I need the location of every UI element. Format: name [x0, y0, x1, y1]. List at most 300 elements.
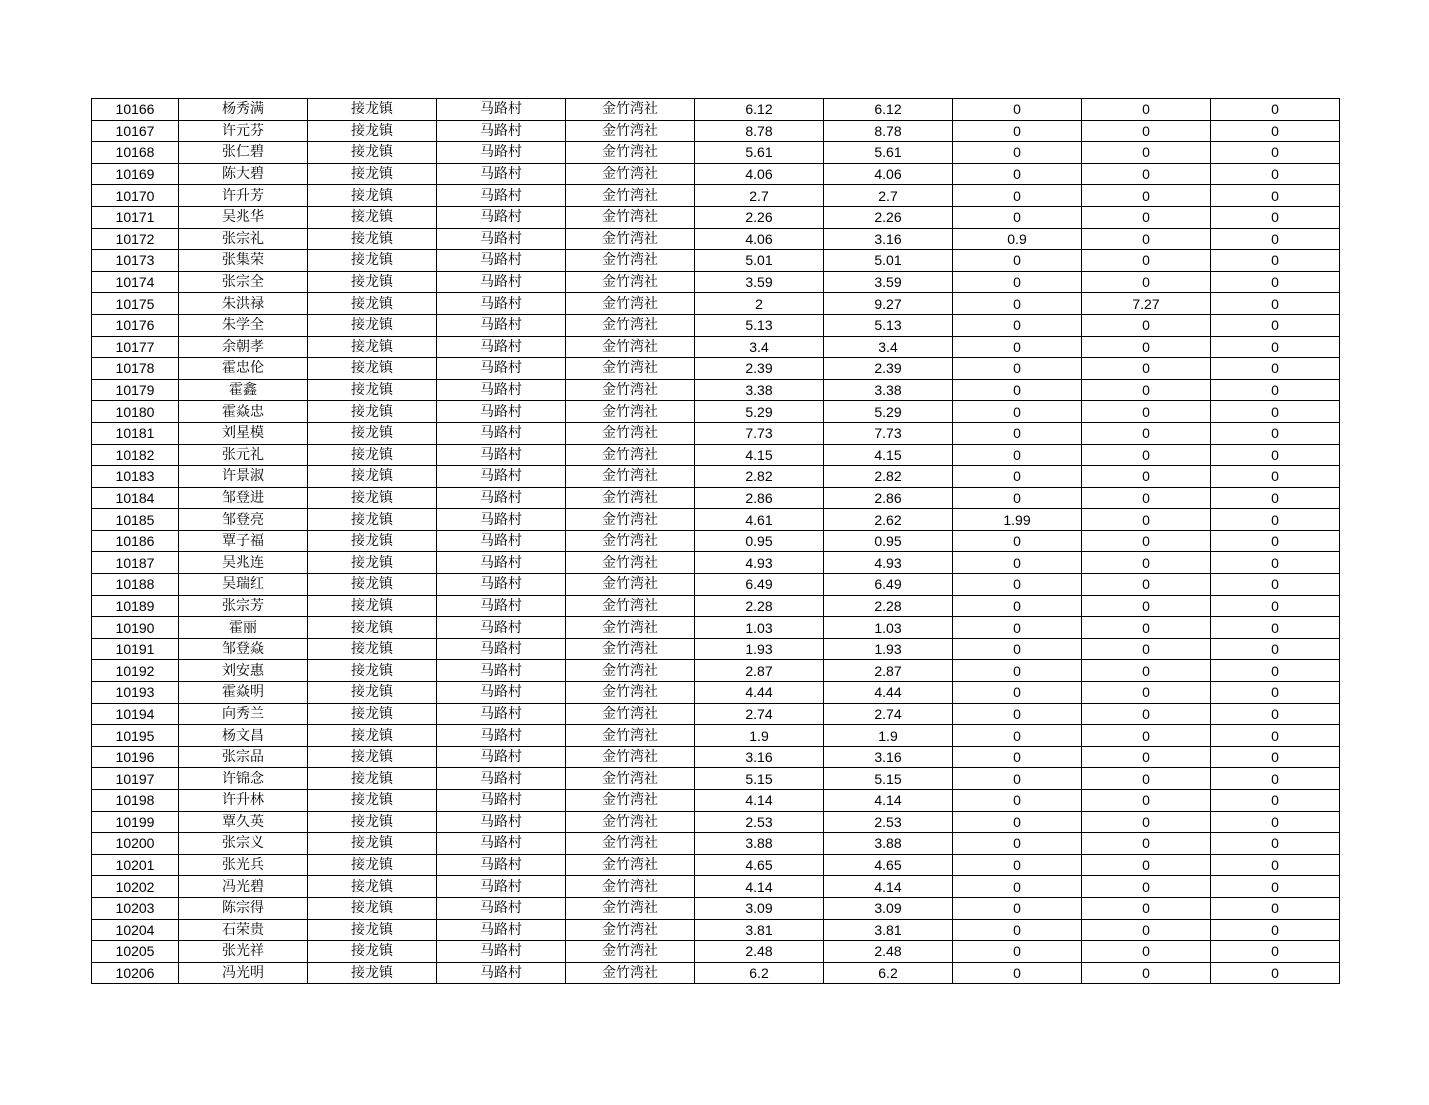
village-cell: 马路村 [437, 768, 566, 790]
value-4-cell: 0 [1082, 99, 1211, 121]
value-4-cell: 0 [1082, 142, 1211, 164]
group-cell: 金竹湾社 [566, 746, 695, 768]
table-row [92, 854, 1340, 876]
value-1-cell: 3.16 [695, 746, 824, 768]
name-cell: 张宗全 [179, 271, 308, 293]
group-cell: 金竹湾社 [566, 725, 695, 747]
value-3-cell: 0 [953, 552, 1082, 574]
group-cell: 金竹湾社 [566, 120, 695, 142]
value-2-cell: 2.82 [824, 466, 953, 488]
value-1-cell: 5.15 [695, 768, 824, 790]
town-cell: 接龙镇 [308, 228, 437, 250]
name-cell: 许升林 [179, 790, 308, 812]
record-id-cell: 10182 [92, 444, 179, 466]
table-row [92, 833, 1340, 855]
value-5-cell: 0 [1211, 422, 1340, 444]
value-1-cell: 2.7 [695, 185, 824, 207]
value-3-cell: 0 [953, 358, 1082, 380]
town-cell: 接龙镇 [308, 142, 437, 164]
name-cell: 覃久英 [179, 811, 308, 833]
record-id-cell: 10185 [92, 509, 179, 531]
record-id-cell: 10204 [92, 919, 179, 941]
value-5-cell: 0 [1211, 897, 1340, 919]
town-cell: 接龙镇 [308, 854, 437, 876]
value-4-cell: 0 [1082, 206, 1211, 228]
value-3-cell: 0 [953, 250, 1082, 272]
group-cell: 金竹湾社 [566, 271, 695, 293]
value-1-cell: 5.29 [695, 401, 824, 423]
value-4-cell: 0 [1082, 228, 1211, 250]
group-cell: 金竹湾社 [566, 574, 695, 596]
group-cell: 金竹湾社 [566, 617, 695, 639]
table-row [92, 530, 1340, 552]
group-cell: 金竹湾社 [566, 660, 695, 682]
value-2-cell: 1.93 [824, 638, 953, 660]
group-cell: 金竹湾社 [566, 530, 695, 552]
value-4-cell: 0 [1082, 185, 1211, 207]
value-1-cell: 7.73 [695, 422, 824, 444]
group-cell: 金竹湾社 [566, 552, 695, 574]
value-1-cell: 1.93 [695, 638, 824, 660]
value-5-cell: 0 [1211, 163, 1340, 185]
record-id-cell: 10197 [92, 768, 179, 790]
record-id-cell: 10201 [92, 854, 179, 876]
value-3-cell: 0 [953, 574, 1082, 596]
group-cell: 金竹湾社 [566, 314, 695, 336]
name-cell: 张宗义 [179, 833, 308, 855]
village-cell: 马路村 [437, 574, 566, 596]
record-id-cell: 10170 [92, 185, 179, 207]
table-row [92, 790, 1340, 812]
value-5-cell: 0 [1211, 617, 1340, 639]
town-cell: 接龙镇 [308, 682, 437, 704]
name-cell: 张宗芳 [179, 595, 308, 617]
value-2-cell: 5.29 [824, 401, 953, 423]
value-2-cell: 1.03 [824, 617, 953, 639]
value-2-cell: 3.16 [824, 228, 953, 250]
value-1-cell: 4.44 [695, 682, 824, 704]
value-5-cell: 0 [1211, 185, 1340, 207]
value-5-cell: 0 [1211, 919, 1340, 941]
town-cell: 接龙镇 [308, 552, 437, 574]
value-5-cell: 0 [1211, 595, 1340, 617]
value-2-cell: 8.78 [824, 120, 953, 142]
value-3-cell: 1.99 [953, 509, 1082, 531]
town-cell: 接龙镇 [308, 466, 437, 488]
record-id-cell: 10196 [92, 746, 179, 768]
value-5-cell: 0 [1211, 142, 1340, 164]
table-row [92, 552, 1340, 574]
value-3-cell: 0 [953, 314, 1082, 336]
value-1-cell: 4.06 [695, 228, 824, 250]
table-row [92, 919, 1340, 941]
record-id-cell: 10169 [92, 163, 179, 185]
town-cell: 接龙镇 [308, 919, 437, 941]
value-5-cell: 0 [1211, 574, 1340, 596]
value-1-cell: 2.74 [695, 703, 824, 725]
value-3-cell: 0 [953, 919, 1082, 941]
group-cell: 金竹湾社 [566, 379, 695, 401]
town-cell: 接龙镇 [308, 703, 437, 725]
value-1-cell: 2.48 [695, 941, 824, 963]
name-cell: 张光兵 [179, 854, 308, 876]
record-id-cell: 10183 [92, 466, 179, 488]
table-row [92, 185, 1340, 207]
value-5-cell: 0 [1211, 228, 1340, 250]
value-5-cell: 0 [1211, 811, 1340, 833]
value-2-cell: 2.26 [824, 206, 953, 228]
value-4-cell: 0 [1082, 120, 1211, 142]
group-cell: 金竹湾社 [566, 682, 695, 704]
village-cell: 马路村 [437, 941, 566, 963]
table-row [92, 314, 1340, 336]
value-1-cell: 4.15 [695, 444, 824, 466]
value-2-cell: 0.95 [824, 530, 953, 552]
village-cell: 马路村 [437, 358, 566, 380]
record-id-cell: 10194 [92, 703, 179, 725]
village-cell: 马路村 [437, 703, 566, 725]
name-cell: 张集荣 [179, 250, 308, 272]
name-cell: 冯光明 [179, 962, 308, 984]
value-5-cell: 0 [1211, 336, 1340, 358]
village-cell: 马路村 [437, 790, 566, 812]
group-cell: 金竹湾社 [566, 876, 695, 898]
record-id-cell: 10180 [92, 401, 179, 423]
value-1-cell: 4.61 [695, 509, 824, 531]
value-3-cell: 0.9 [953, 228, 1082, 250]
ledger-table [91, 98, 1340, 984]
value-4-cell: 0 [1082, 638, 1211, 660]
value-3-cell: 0 [953, 185, 1082, 207]
town-cell: 接龙镇 [308, 401, 437, 423]
village-cell: 马路村 [437, 638, 566, 660]
record-id-cell: 10189 [92, 595, 179, 617]
town-cell: 接龙镇 [308, 120, 437, 142]
name-cell: 朱洪禄 [179, 293, 308, 315]
table-row [92, 142, 1340, 164]
village-cell: 马路村 [437, 854, 566, 876]
village-cell: 马路村 [437, 746, 566, 768]
name-cell: 邹登进 [179, 487, 308, 509]
value-4-cell: 0 [1082, 271, 1211, 293]
value-4-cell: 0 [1082, 530, 1211, 552]
town-cell: 接龙镇 [308, 509, 437, 531]
value-1-cell: 6.49 [695, 574, 824, 596]
group-cell: 金竹湾社 [566, 854, 695, 876]
value-5-cell: 0 [1211, 466, 1340, 488]
village-cell: 马路村 [437, 466, 566, 488]
town-cell: 接龙镇 [308, 876, 437, 898]
town-cell: 接龙镇 [308, 358, 437, 380]
value-1-cell: 5.13 [695, 314, 824, 336]
value-3-cell: 0 [953, 293, 1082, 315]
value-3-cell: 0 [953, 962, 1082, 984]
table-row [92, 962, 1340, 984]
name-cell: 张元礼 [179, 444, 308, 466]
town-cell: 接龙镇 [308, 250, 437, 272]
name-cell: 吴兆华 [179, 206, 308, 228]
group-cell: 金竹湾社 [566, 422, 695, 444]
value-3-cell: 0 [953, 271, 1082, 293]
value-2-cell: 2.48 [824, 941, 953, 963]
group-cell: 金竹湾社 [566, 206, 695, 228]
record-id-cell: 10187 [92, 552, 179, 574]
name-cell: 霍忠伦 [179, 358, 308, 380]
value-5-cell: 0 [1211, 314, 1340, 336]
ledger-body [92, 99, 1340, 984]
value-1-cell: 2 [695, 293, 824, 315]
village-cell: 马路村 [437, 617, 566, 639]
table-row [92, 682, 1340, 704]
group-cell: 金竹湾社 [566, 897, 695, 919]
group-cell: 金竹湾社 [566, 142, 695, 164]
value-4-cell: 0 [1082, 444, 1211, 466]
value-2-cell: 3.38 [824, 379, 953, 401]
village-cell: 马路村 [437, 487, 566, 509]
name-cell: 吴兆连 [179, 552, 308, 574]
village-cell: 马路村 [437, 962, 566, 984]
value-1-cell: 2.87 [695, 660, 824, 682]
group-cell: 金竹湾社 [566, 509, 695, 531]
value-2-cell: 5.01 [824, 250, 953, 272]
village-cell: 马路村 [437, 552, 566, 574]
table-row [92, 444, 1340, 466]
value-2-cell: 2.7 [824, 185, 953, 207]
record-id-cell: 10171 [92, 206, 179, 228]
village-cell: 马路村 [437, 509, 566, 531]
value-2-cell: 5.15 [824, 768, 953, 790]
name-cell: 张光祥 [179, 941, 308, 963]
group-cell: 金竹湾社 [566, 768, 695, 790]
value-3-cell: 0 [953, 142, 1082, 164]
value-1-cell: 3.88 [695, 833, 824, 855]
town-cell: 接龙镇 [308, 99, 437, 121]
group-cell: 金竹湾社 [566, 941, 695, 963]
name-cell: 张宗礼 [179, 228, 308, 250]
value-3-cell: 0 [953, 595, 1082, 617]
value-3-cell: 0 [953, 163, 1082, 185]
value-2-cell: 3.59 [824, 271, 953, 293]
value-5-cell: 0 [1211, 401, 1340, 423]
town-cell: 接龙镇 [308, 962, 437, 984]
value-2-cell: 3.16 [824, 746, 953, 768]
value-4-cell: 0 [1082, 595, 1211, 617]
group-cell: 金竹湾社 [566, 358, 695, 380]
value-2-cell: 4.15 [824, 444, 953, 466]
value-5-cell: 0 [1211, 530, 1340, 552]
value-4-cell: 0 [1082, 314, 1211, 336]
value-4-cell: 0 [1082, 811, 1211, 833]
village-cell: 马路村 [437, 314, 566, 336]
town-cell: 接龙镇 [308, 768, 437, 790]
group-cell: 金竹湾社 [566, 293, 695, 315]
village-cell: 马路村 [437, 401, 566, 423]
village-cell: 马路村 [437, 185, 566, 207]
value-4-cell: 0 [1082, 422, 1211, 444]
value-5-cell: 0 [1211, 358, 1340, 380]
group-cell: 金竹湾社 [566, 466, 695, 488]
name-cell: 余朝孝 [179, 336, 308, 358]
value-5-cell: 0 [1211, 682, 1340, 704]
village-cell: 马路村 [437, 897, 566, 919]
value-5-cell: 0 [1211, 768, 1340, 790]
value-5-cell: 0 [1211, 941, 1340, 963]
table-row [92, 703, 1340, 725]
value-4-cell: 0 [1082, 833, 1211, 855]
value-4-cell: 0 [1082, 379, 1211, 401]
town-cell: 接龙镇 [308, 941, 437, 963]
value-2-cell: 6.49 [824, 574, 953, 596]
name-cell: 朱学全 [179, 314, 308, 336]
town-cell: 接龙镇 [308, 574, 437, 596]
town-cell: 接龙镇 [308, 293, 437, 315]
village-cell: 马路村 [437, 660, 566, 682]
value-5-cell: 0 [1211, 854, 1340, 876]
town-cell: 接龙镇 [308, 163, 437, 185]
town-cell: 接龙镇 [308, 660, 437, 682]
value-4-cell: 0 [1082, 682, 1211, 704]
town-cell: 接龙镇 [308, 811, 437, 833]
table-row [92, 660, 1340, 682]
value-2-cell: 4.06 [824, 163, 953, 185]
value-2-cell: 2.87 [824, 660, 953, 682]
record-id-cell: 10174 [92, 271, 179, 293]
value-2-cell: 6.12 [824, 99, 953, 121]
value-3-cell: 0 [953, 725, 1082, 747]
town-cell: 接龙镇 [308, 422, 437, 444]
value-3-cell: 0 [953, 120, 1082, 142]
value-2-cell: 6.2 [824, 962, 953, 984]
table-row [92, 509, 1340, 531]
record-id-cell: 10168 [92, 142, 179, 164]
name-cell: 许元芬 [179, 120, 308, 142]
value-4-cell: 0 [1082, 854, 1211, 876]
table-row [92, 163, 1340, 185]
village-cell: 马路村 [437, 228, 566, 250]
record-id-cell: 10179 [92, 379, 179, 401]
village-cell: 马路村 [437, 293, 566, 315]
name-cell: 陈宗得 [179, 897, 308, 919]
table-row [92, 876, 1340, 898]
value-4-cell: 7.27 [1082, 293, 1211, 315]
name-cell: 吴瑞红 [179, 574, 308, 596]
town-cell: 接龙镇 [308, 595, 437, 617]
value-3-cell: 0 [953, 617, 1082, 639]
record-id-cell: 10203 [92, 897, 179, 919]
value-1-cell: 2.86 [695, 487, 824, 509]
value-2-cell: 2.28 [824, 595, 953, 617]
value-4-cell: 0 [1082, 401, 1211, 423]
village-cell: 马路村 [437, 422, 566, 444]
table-row [92, 941, 1340, 963]
value-4-cell: 0 [1082, 509, 1211, 531]
ledger-sheet [91, 98, 1331, 984]
value-2-cell: 2.62 [824, 509, 953, 531]
record-id-cell: 10206 [92, 962, 179, 984]
village-cell: 马路村 [437, 271, 566, 293]
name-cell: 陈大碧 [179, 163, 308, 185]
value-1-cell: 5.61 [695, 142, 824, 164]
group-cell: 金竹湾社 [566, 228, 695, 250]
table-row [92, 897, 1340, 919]
record-id-cell: 10166 [92, 99, 179, 121]
value-4-cell: 0 [1082, 725, 1211, 747]
value-2-cell: 3.88 [824, 833, 953, 855]
value-5-cell: 0 [1211, 746, 1340, 768]
group-cell: 金竹湾社 [566, 833, 695, 855]
group-cell: 金竹湾社 [566, 185, 695, 207]
town-cell: 接龙镇 [308, 617, 437, 639]
value-5-cell: 0 [1211, 703, 1340, 725]
name-cell: 张宗品 [179, 746, 308, 768]
value-4-cell: 0 [1082, 919, 1211, 941]
value-5-cell: 0 [1211, 660, 1340, 682]
name-cell: 刘星模 [179, 422, 308, 444]
record-id-cell: 10184 [92, 487, 179, 509]
town-cell: 接龙镇 [308, 206, 437, 228]
value-5-cell: 0 [1211, 876, 1340, 898]
value-2-cell: 4.44 [824, 682, 953, 704]
record-id-cell: 10202 [92, 876, 179, 898]
group-cell: 金竹湾社 [566, 790, 695, 812]
name-cell: 霍丽 [179, 617, 308, 639]
village-cell: 马路村 [437, 163, 566, 185]
value-5-cell: 0 [1211, 725, 1340, 747]
table-row [92, 638, 1340, 660]
value-5-cell: 0 [1211, 552, 1340, 574]
value-3-cell: 0 [953, 682, 1082, 704]
table-row [92, 228, 1340, 250]
value-5-cell: 0 [1211, 99, 1340, 121]
value-1-cell: 1.03 [695, 617, 824, 639]
village-cell: 马路村 [437, 725, 566, 747]
name-cell: 覃子福 [179, 530, 308, 552]
value-4-cell: 0 [1082, 746, 1211, 768]
value-4-cell: 0 [1082, 487, 1211, 509]
table-row [92, 120, 1340, 142]
record-id-cell: 10191 [92, 638, 179, 660]
record-id-cell: 10198 [92, 790, 179, 812]
village-cell: 马路村 [437, 811, 566, 833]
village-cell: 马路村 [437, 595, 566, 617]
town-cell: 接龙镇 [308, 638, 437, 660]
value-3-cell: 0 [953, 833, 1082, 855]
group-cell: 金竹湾社 [566, 703, 695, 725]
record-id-cell: 10175 [92, 293, 179, 315]
record-id-cell: 10190 [92, 617, 179, 639]
value-5-cell: 0 [1211, 509, 1340, 531]
value-2-cell: 4.14 [824, 790, 953, 812]
value-1-cell: 2.39 [695, 358, 824, 380]
table-row [92, 250, 1340, 272]
village-cell: 马路村 [437, 142, 566, 164]
table-row [92, 466, 1340, 488]
value-2-cell: 2.53 [824, 811, 953, 833]
village-cell: 马路村 [437, 250, 566, 272]
value-2-cell: 2.74 [824, 703, 953, 725]
value-5-cell: 0 [1211, 487, 1340, 509]
table-row [92, 206, 1340, 228]
value-1-cell: 5.01 [695, 250, 824, 272]
table-row [92, 336, 1340, 358]
town-cell: 接龙镇 [308, 314, 437, 336]
value-2-cell: 5.13 [824, 314, 953, 336]
name-cell: 杨文昌 [179, 725, 308, 747]
value-1-cell: 6.2 [695, 962, 824, 984]
value-5-cell: 0 [1211, 271, 1340, 293]
group-cell: 金竹湾社 [566, 919, 695, 941]
town-cell: 接龙镇 [308, 444, 437, 466]
